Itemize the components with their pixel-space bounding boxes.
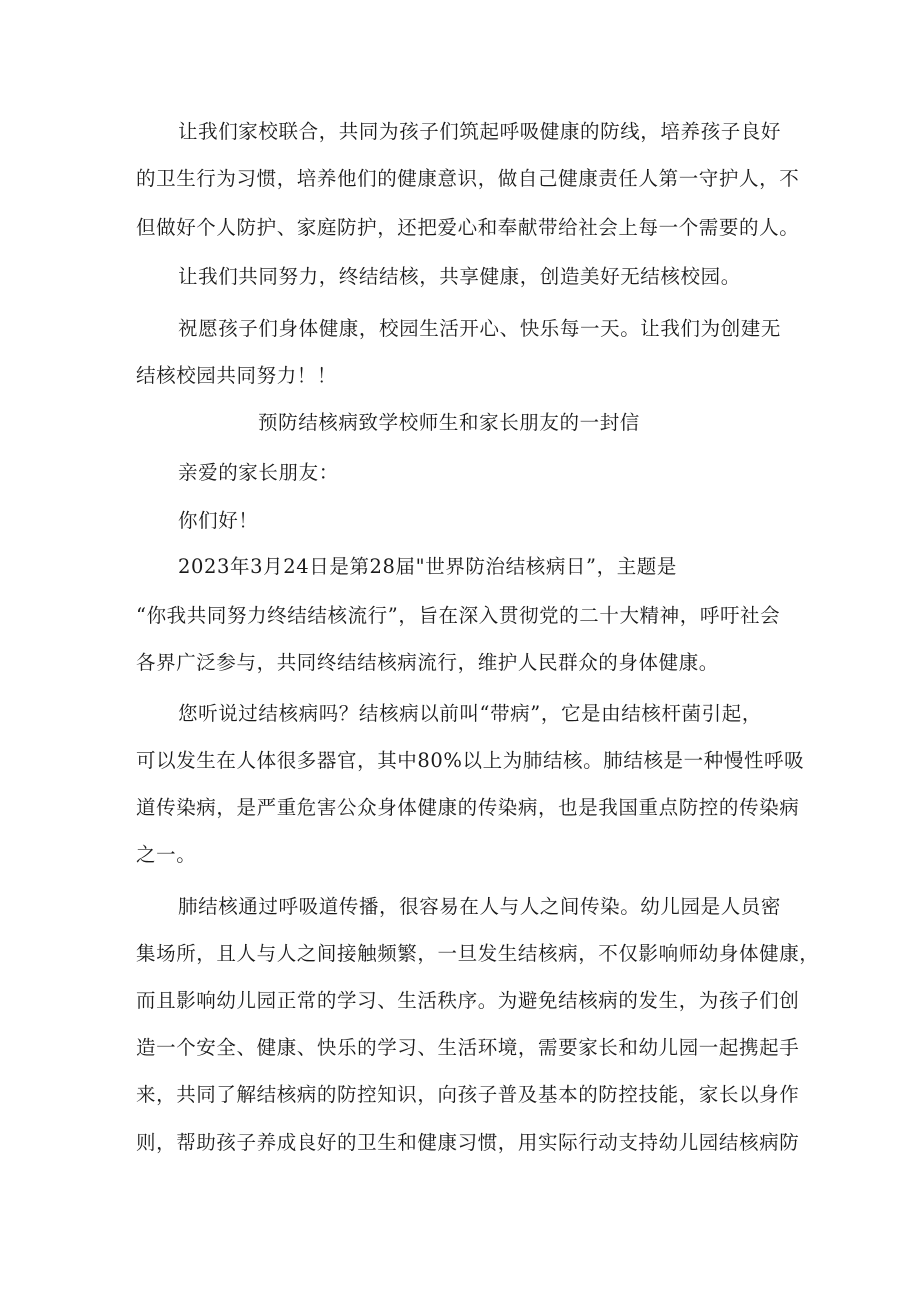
paragraph-line: 造一个安全、健康、快乐的学习、生活环境，需要家长和幼儿园一起携起手 <box>136 1036 800 1059</box>
salutation: 亲爱的家长朋友： <box>178 461 339 484</box>
paragraph-line: 您听说过结核病吗？结核病以前叫“带病”，它是由结核杆菌引起， <box>178 702 762 725</box>
paragraph-line: “你我共同努力终结结核流行”，旨在深入贯彻党的二十大精神，呼吁社会 <box>136 604 781 627</box>
paragraph-line: 可以发生在人体很多器官，其中80%以上为肺结核。肺结核是一种慢性呼吸 <box>136 749 805 772</box>
paragraph-line: 的卫生行为习惯，培养他们的健康意识，做自己健康责任人第一守护人，不 <box>136 167 800 190</box>
paragraph-line: 祝愿孩子们身体健康，校园生活开心、快乐每一天。让我们为创建无 <box>178 317 782 340</box>
paragraph-line: 2023年3月24日是第28届"世界防治结核病日”，主题是 <box>178 555 677 578</box>
greeting: 你们好！ <box>178 509 259 532</box>
paragraph-line: 肺结核通过呼吸道传播，很容易在人与人之间传染。幼儿园是人员密 <box>178 895 782 918</box>
paragraph-line: 让我们共同努力，终结结核，共享健康，创造美好无结核校园。 <box>178 265 741 288</box>
paragraph-line: 各界广泛参与，共同终结结核病流行，维护人民群众的身体健康。 <box>136 651 719 674</box>
letter-title: 预防结核病致学校师生和家长朋友的一封信 <box>258 411 640 434</box>
paragraph-line: 结核校园共同努力！！ <box>136 364 338 387</box>
paragraph-line: 但做好个人防护、家庭防护，还把爱心和奉献带给社会上每一个需要的人。 <box>136 216 800 239</box>
paragraph-line: 而且影响幼儿园正常的学习、生活秩序。为避免结核病的发生，为孩子们创 <box>136 989 800 1012</box>
paragraph-line: 来，共同了解结核病的防控知识，向孩子普及基本的防控技能，家长以身作 <box>136 1083 800 1106</box>
paragraph-line: 之一。 <box>136 843 197 866</box>
paragraph-line: 道传染病，是严重危害公众身体健康的传染病，也是我国重点防控的传染病 <box>136 796 800 819</box>
paragraph-line: 则，帮助孩子养成良好的卫生和健康习惯，用实际行动支持幼儿园结核病防 <box>136 1131 800 1154</box>
paragraph-line: 集场所，且人与人之间接触频繁，一旦发生结核病，不仅影响师幼身体健康， <box>136 942 820 965</box>
paragraph-line: 让我们家校联合，共同为孩子们筑起呼吸健康的防线，培养孩子良好 <box>178 120 782 143</box>
